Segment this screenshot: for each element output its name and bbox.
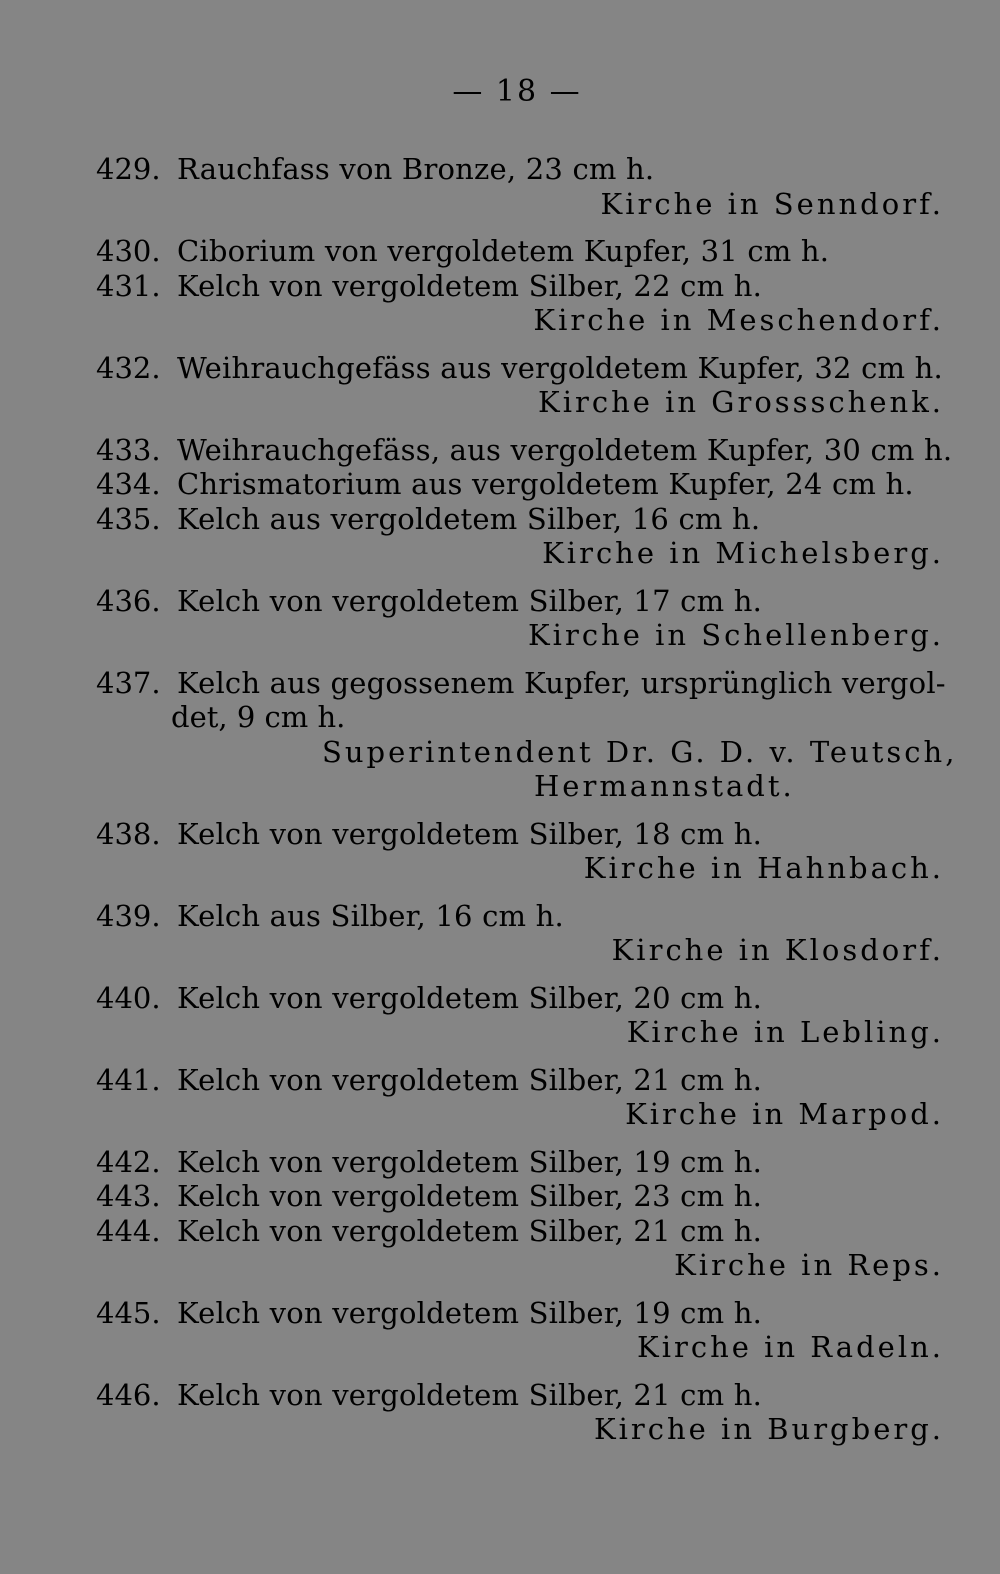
catalog-entry-446 [96,1378,944,1447]
catalog-entry-431 [96,269,944,338]
entry-number: 439. [96,898,161,933]
entry-description: Kelch von vergoldetem Silber, 22 cm h. [177,268,762,303]
entry-line [96,269,944,304]
entry-description-continuation: det, 9 cm h. [171,700,346,734]
entry-number: 432. [96,350,161,385]
catalog-entry-438 [96,817,944,886]
entry-description: Kelch von vergoldetem Silber, 17 cm h. [177,583,762,618]
catalog-entry-429 [96,152,944,221]
entry-number: 442. [96,1144,161,1179]
entry-location: Kirche in Schellenberg. [528,618,944,652]
entry-description: Kelch von vergoldetem Silber, 21 cm h. [177,1062,762,1097]
catalog-entry-441 [96,1063,944,1132]
catalog-entries [96,152,958,1447]
entry-line [96,432,953,468]
entry-description: Kelch von vergoldetem Silber, 21 cm h. [177,1213,762,1248]
catalog-entry-439 [96,899,944,968]
entry-line [96,981,944,1016]
entry-location: Kirche in Reps. [674,1248,944,1282]
entry-number: 446. [96,1377,161,1412]
entry-description: Kelch von vergoldetem Silber, 18 cm h. [177,816,762,851]
entry-number: 435. [96,501,161,536]
catalog-entry-430 [96,234,944,269]
entry-description: Kelch von vergoldetem Silber, 21 cm h. [177,1377,762,1412]
entry-location: Kirche in Klosdorf. [611,933,944,967]
catalog-entry-437 [96,665,958,804]
entry-line [96,152,944,187]
entry-line [96,1214,944,1249]
entry-line [96,1296,944,1331]
entry-number: 445. [96,1295,161,1330]
catalog-entry-433 [96,432,953,468]
entry-number: 433. [96,432,161,467]
entry-location: Kirche in Radeln. [637,1330,944,1364]
entry-location: Kirche in Hahnbach. [583,851,944,885]
entry-description: Chrismatorium aus vergoldetem Kupfer, 24 cm h. [177,467,914,501]
catalog-entry-434 [96,467,944,502]
entry-number: 434. [96,467,161,501]
entry-line [96,1145,944,1180]
entry-line [96,467,944,502]
entry-description: Ciborium von vergoldetem Kupfer, 31 cm h. [177,234,830,268]
entry-line [96,666,944,701]
entry-location: Kirche in Meschendorf. [533,303,944,337]
entry-line [96,502,944,537]
entry-description: Kelch von vergoldetem Silber, 23 cm h. [177,1179,762,1213]
entry-line [96,1063,944,1098]
entry-line [96,1179,944,1214]
entry-line [96,817,944,852]
entry-number: 438. [96,816,161,851]
entry-description: Kelch aus vergoldetem Silber, 16 cm h. [177,501,761,536]
entry-number: 436. [96,583,161,618]
entry-number: 430. [96,234,161,268]
entry-number: 443. [96,1179,161,1213]
entry-line [96,1378,944,1413]
catalog-entry-443 [96,1179,944,1214]
catalog-entry-432 [96,351,944,420]
catalog-entry-444 [96,1214,944,1283]
catalog-entry-445 [96,1296,944,1365]
entry-description: Rauchfass von Bronze, 23 cm h. [177,152,655,186]
entry-number: 444. [96,1213,161,1248]
entry-description: Kelch aus Silber, 16 cm h. [177,898,564,933]
entry-location: Kirche in Michelsberg. [542,536,944,570]
catalog-entry-440 [96,981,944,1050]
entry-location-city: Hermannstadt. [534,769,795,803]
entry-description: Kelch von vergoldetem Silber, 19 cm h. [177,1144,762,1179]
entry-line [96,351,944,386]
entry-description: Kelch von vergoldetem Silber, 20 cm h. [177,980,762,1015]
entry-location: Kirche in Burgberg. [593,1412,944,1446]
entry-location: Kirche in Marpod. [625,1097,944,1131]
page-number: — 18 — [452,74,582,109]
entry-number: 431. [96,268,161,303]
entry-line [96,234,944,269]
entry-description: Weihrauchgefäss aus vergoldetem Kupfer, 32 cm h. [177,350,943,385]
entry-location: Superintendent Dr. G. D. v. Teutsch, [322,734,958,769]
entry-location: Kirche in Senndorf. [600,186,944,221]
catalog-entry-435 [96,502,944,571]
entry-description: Kelch aus gegossenem Kupfer, ursprünglich vergol- [177,665,946,700]
entry-description: Weihrauchgefäss, aus vergoldetem Kupfer, 30 cm h. [177,432,953,467]
entry-description: Kelch von vergoldetem Silber, 19 cm h. [177,1295,762,1330]
entry-number: 429. [96,152,161,186]
entry-number: 440. [96,980,161,1015]
catalog-entry-436 [96,584,944,653]
entry-location: Kirche in Lebling. [626,1015,944,1049]
catalog-entry-442 [96,1145,944,1180]
entry-number: 437. [96,665,161,700]
entry-line [96,899,944,934]
entry-line [96,584,944,619]
entry-location: Kirche in Grossschenk. [538,385,944,419]
entry-number: 441. [96,1062,161,1097]
